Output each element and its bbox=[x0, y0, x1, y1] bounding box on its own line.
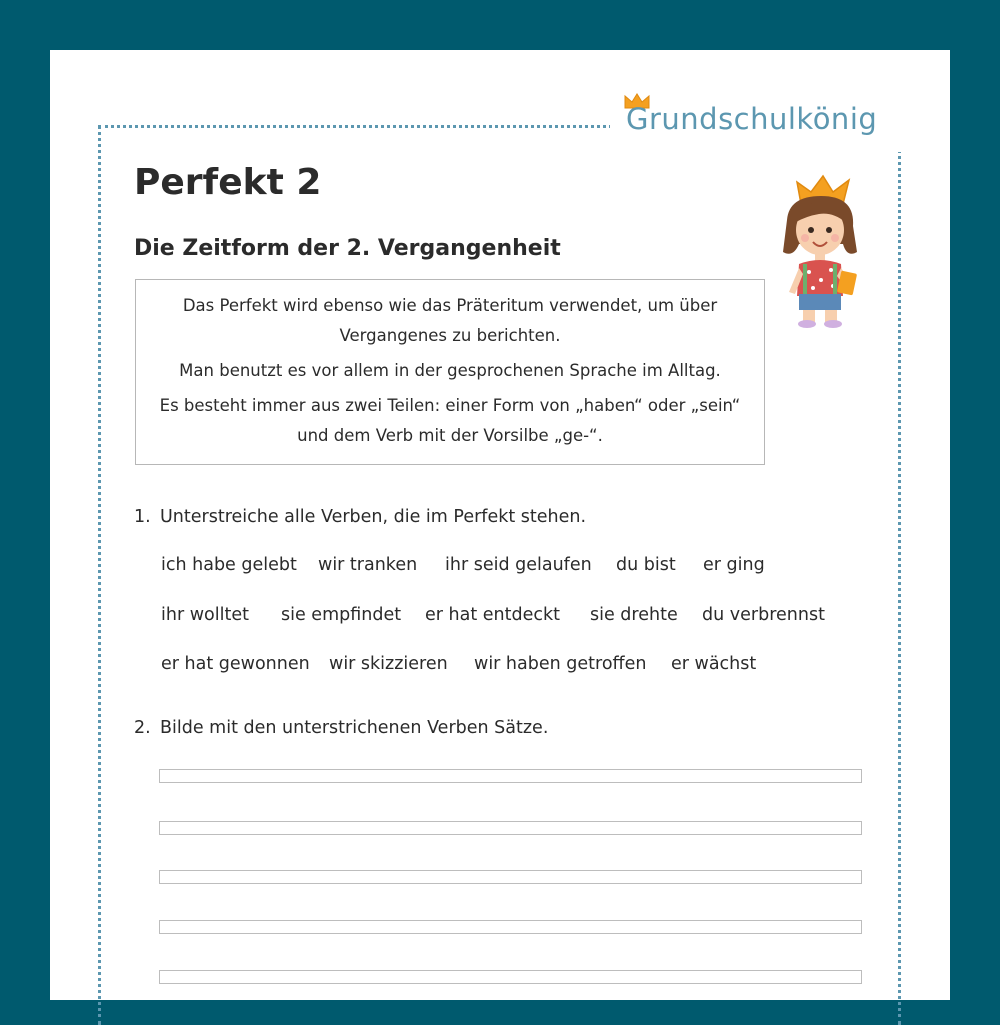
verb-phrase[interactable]: du verbrennst bbox=[702, 605, 825, 625]
girl-illustration bbox=[763, 160, 883, 330]
word-row-1 bbox=[161, 555, 765, 575]
verb-phrase[interactable]: wir tranken bbox=[318, 555, 418, 575]
task-number: 1. bbox=[134, 507, 151, 527]
writing-line[interactable] bbox=[159, 920, 862, 934]
brand-name: Grundschulkönig bbox=[626, 102, 878, 136]
verb-phrase[interactable]: er hat gewonnen bbox=[161, 654, 310, 674]
word-row-2 bbox=[161, 605, 825, 625]
verb-phrase[interactable]: ich habe gelebt bbox=[161, 555, 297, 575]
verb-phrase[interactable]: er hat entdeckt bbox=[425, 605, 560, 625]
writing-line[interactable] bbox=[159, 870, 862, 884]
verb-phrase[interactable]: er wächst bbox=[671, 654, 757, 674]
writing-line[interactable] bbox=[159, 821, 862, 835]
brand-logo bbox=[610, 102, 920, 152]
task-text: Unterstreiche alle Verben, die im Perfekt stehen. bbox=[160, 507, 587, 527]
verb-phrase[interactable]: ihr seid gelaufen bbox=[445, 555, 592, 575]
info-paragraph-3 bbox=[136, 391, 764, 451]
worksheet bbox=[50, 50, 950, 1000]
verb-phrase[interactable]: sie drehte bbox=[590, 605, 678, 625]
info-text: Es besteht immer aus zwei Teilen: einer Form von „haben“ oder „sein“ bbox=[159, 396, 741, 415]
verb-phrase[interactable]: du bist bbox=[616, 555, 676, 575]
verb-phrase[interactable]: wir skizzieren bbox=[329, 654, 448, 674]
page-subtitle: Die Zeitform der 2. Vergangenheit bbox=[134, 236, 561, 261]
task-number: 2. bbox=[134, 718, 151, 738]
info-paragraph-2 bbox=[136, 356, 764, 386]
info-text: Man benutzt es vor allem in der gesprochenen Sprache im Alltag. bbox=[179, 361, 721, 380]
task-text: Bilde mit den unterstrichenen Verben Sätze. bbox=[160, 718, 549, 738]
verb-phrase[interactable]: er ging bbox=[703, 555, 765, 575]
info-paragraph-1 bbox=[136, 291, 764, 351]
info-text: und dem Verb mit der Vorsilbe „ge-“. bbox=[297, 426, 603, 445]
info-box bbox=[135, 279, 765, 465]
writing-line[interactable] bbox=[159, 769, 862, 783]
verb-phrase[interactable]: sie empfindet bbox=[281, 605, 402, 625]
word-row-3 bbox=[161, 654, 756, 674]
verb-phrase[interactable]: ihr wolltet bbox=[161, 605, 249, 625]
writing-line[interactable] bbox=[159, 970, 862, 984]
verb-phrase[interactable]: wir haben getroffen bbox=[474, 654, 647, 674]
info-text: Das Perfekt wird ebenso wie das Präteritum verwendet, um über bbox=[182, 296, 718, 315]
info-text: Vergangenes zu berichten. bbox=[339, 326, 561, 345]
page-title: Perfekt 2 bbox=[134, 162, 322, 203]
task-1-instruction bbox=[134, 507, 586, 527]
task-2-instruction bbox=[134, 718, 548, 738]
